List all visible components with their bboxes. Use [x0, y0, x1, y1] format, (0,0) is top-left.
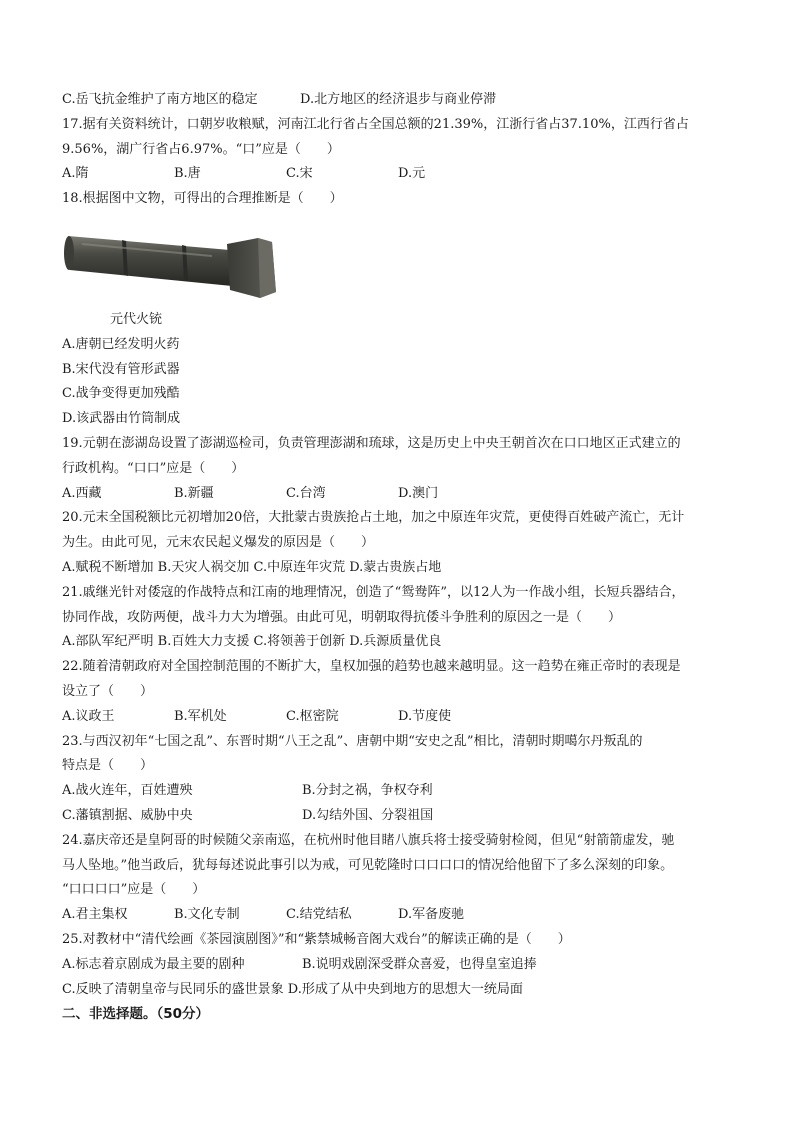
q21-stem-line2: 协同作战，攻防两便，战斗力大为增强。由此可见，明朝取得抗倭斗争胜利的原因之一是（ ） [62, 609, 622, 625]
q17-option-d: D.元 [398, 166, 426, 182]
q21-stem-line1: 21.戚继光针对倭寇的作战特点和江南的地理情况，创造了“鸳鸯阵”，以12人为一作战小组，长短兵器结合， [62, 584, 685, 600]
q23-option-b: B.分封之祸，争权夺利 [302, 783, 433, 799]
q17-options [62, 162, 742, 187]
q22-option-a: A.议政王 [62, 708, 115, 724]
q23-option-d: D.勾结外国、分裂祖国 [302, 807, 434, 823]
q22-options [62, 705, 742, 730]
q22-option-b: B.军机处 [174, 708, 227, 724]
q22-stem-line1: 22.随着清朝政府对全国控制范围的不断扩大，皇权加强的趋势也越来越明显。这一趋势在雍正帝时的表现是 [62, 659, 681, 675]
q19-options [62, 482, 742, 507]
q17-option-c: C.宋 [286, 166, 313, 182]
q18-option-a: A.唐朝已经发明火药 [62, 336, 180, 352]
q24-option-d: D.军备废驰 [398, 907, 465, 923]
fire-lance-artifact-image [62, 216, 282, 308]
q24-option-a: A.君主集权 [62, 907, 128, 923]
q22-option-d: D.节度使 [398, 708, 452, 724]
q23-option-a: A.战火连年，百姓遭殃 [62, 783, 193, 799]
q25-options-row1 [62, 953, 742, 978]
q19-stem-line1: 19.元朝在澎湖岛设置了澎湖巡检司，负责管理澎湖和琉球，这是历史上中央王朝首次在口口地区正式建立的 [62, 435, 681, 451]
q19-option-a: A.西藏 [62, 485, 102, 501]
q19-stem-line2: 行政机构。“口口”应是（ ） [62, 460, 245, 476]
q20-stem-line2: 为生。由此可见，元末农民起义爆发的原因是（ ） [62, 535, 375, 551]
q23-stem-line2: 特点是（ ） [62, 758, 154, 774]
q22-stem-line2: 设立了（ ） [62, 683, 154, 699]
q24-stem-line1: 24.嘉庆帝还是皇阿哥的时候随父亲南巡，在杭州时他目睹八旗兵将士接受骑射检阅，但见“射箭箭虚发，驰 [62, 832, 675, 848]
q17-stem-line2: 9.56%，湖广行省占6.97%。“口”应是（ ） [62, 141, 340, 157]
q25-options-row2: C.反映了清朝皇帝与民同乐的盛世景象 D.形成了从中央到地方的思想大一统局面 [62, 981, 523, 997]
q24-stem-line3: “口口口口”应是（ ） [62, 882, 206, 898]
q18-figure-caption: 元代火铳 [110, 311, 163, 327]
q20-options: A.赋税不断增加 B.天灾人祸交加 C.中原连年灾荒 D.蒙古贵族占地 [62, 559, 442, 575]
q25-option-a: A.标志着京剧成为最主要的剧种 [62, 956, 245, 972]
q24-stem-line2: 马人坠地。”他当政后，犹每每述说此事引以为戒，可见乾隆时口口口口的情况给他留下了多么深刻的印象。 [62, 857, 674, 873]
q19-option-b: B.新疆 [174, 485, 214, 501]
section-heading-non-choice: 二、非选择题。（50分） [62, 1006, 210, 1023]
q21-options: A.部队军纪严明 B.百姓大力支援 C.将领善于创新 D.兵源质量优良 [62, 634, 442, 650]
q25-option-b: B.说明戏剧深受群众喜爱，也得皇室追捧 [302, 956, 537, 972]
exam-page [62, 88, 742, 1027]
q17-option-b: B.唐 [174, 166, 201, 182]
q24-option-b: B.文化专制 [174, 907, 240, 923]
q19-option-d: D.澳门 [398, 485, 439, 501]
q24-option-c: C.结党结私 [286, 907, 352, 923]
option-d: D.北方地区的经济退步与商业停滞 [300, 92, 497, 107]
q17-stem-line1: 17.据有关资料统计，口朝岁收粮赋，河南江北行省占全国总额的21.39%，江浙行省占37.10%，江西行省占 [62, 116, 689, 132]
q23-option-c: C.藩镇割据、威胁中央 [62, 807, 193, 823]
prev-question-options [62, 88, 742, 113]
q25-stem: 25.对教材中“清代绘画《茶园演剧图》”和“紫禁城畅音阁大戏台”的解读正确的是（ ） [62, 931, 571, 947]
q18-option-d: D.该武器由竹筒制成 [62, 411, 181, 427]
q18-option-b: B.宋代没有管形武器 [62, 361, 180, 377]
option-c: C.岳飞抗金维护了南方地区的稳定 [62, 92, 258, 107]
q19-option-c: C.台湾 [286, 485, 326, 501]
q17-option-a: A.隋 [62, 166, 89, 182]
q23-options-row2 [62, 804, 742, 829]
q22-option-c: C.枢密院 [286, 708, 339, 724]
q23-stem-line1: 23.与西汉初年“七国之乱”、东晋时期“八王之乱”、唐朝中期“安史之乱”相比，清朝时期噶尔丹叛乱的 [62, 733, 643, 749]
q23-options-row1 [62, 779, 742, 804]
q18-stem: 18.根据图中文物，可得出的合理推断是（ ） [62, 191, 343, 207]
q20-stem-line1: 20.元末全国税额比元初增加20倍，大批蒙古贵族抢占土地，加之中原连年灾荒，更使得百姓破产流亡，无计 [62, 510, 685, 526]
q18-figure [62, 216, 742, 308]
q24-options [62, 903, 742, 928]
q18-option-c: C.战争变得更加残酷 [62, 386, 180, 402]
